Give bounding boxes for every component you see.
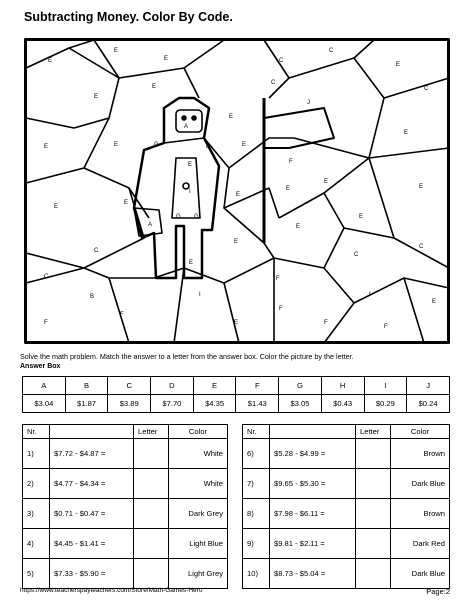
table-header-row (23, 425, 228, 439)
region-letter-f: F (384, 324, 388, 330)
header-letter: Letter (356, 425, 391, 439)
region-letter-e: E (396, 62, 401, 68)
problems-table-left (22, 424, 228, 589)
answer-value: $0.29 (364, 395, 407, 413)
problem-color: White (169, 469, 228, 499)
region-letter-c: C (271, 80, 276, 86)
region-letter-c: C (354, 252, 359, 258)
problem-expression: $4.45 - $1.41 = (50, 529, 134, 559)
region-letter-e: E (404, 130, 409, 136)
letter-answer-cell[interactable] (356, 529, 391, 559)
table-row (243, 559, 450, 589)
table-row (23, 559, 228, 589)
region-letter-c: C (279, 58, 284, 64)
region-letter-e: E (236, 192, 241, 198)
answer-value: $1.87 (65, 395, 108, 413)
letter-answer-cell[interactable] (134, 439, 169, 469)
letter-answer-cell[interactable] (356, 469, 391, 499)
answer-letter: F (236, 377, 279, 395)
answer-value: $7.70 (151, 395, 194, 413)
table-row (243, 499, 450, 529)
table-row (23, 439, 228, 469)
region-letter-g: G (176, 214, 181, 220)
region-letter-e: E (44, 144, 49, 150)
region-letter-e: E (286, 186, 291, 192)
problem-number: 3) (23, 499, 50, 529)
region-letter-e: E (124, 200, 129, 206)
answer-value: $3.04 (23, 395, 66, 413)
region-letter-e: E (324, 179, 329, 185)
problems-table-right (242, 424, 450, 589)
problem-expression: $5.28 - $4.99 = (270, 439, 356, 469)
table-row (23, 499, 228, 529)
letter-answer-cell[interactable] (356, 439, 391, 469)
problem-number: 1) (23, 439, 50, 469)
region-letter-e: E (48, 58, 53, 64)
region-letter-e: E (229, 114, 234, 120)
problem-color: White (169, 439, 228, 469)
answer-value: $3.05 (279, 395, 322, 413)
answer-letter: I (364, 377, 407, 395)
table-header-row (243, 425, 450, 439)
problem-expression: $0.71 - $0.47 = (50, 499, 134, 529)
table-row (23, 469, 228, 499)
region-letter-c: C (419, 244, 424, 250)
header-problem (270, 425, 356, 439)
region-letter-f: F (120, 312, 124, 318)
letter-answer-cell[interactable] (134, 499, 169, 529)
region-letter-h: H (206, 144, 211, 150)
region-letter-e: E (234, 320, 239, 326)
region-letter-e: E (189, 260, 194, 266)
letter-answer-cell[interactable] (134, 529, 169, 559)
region-letter-i: I (189, 189, 191, 195)
region-letter-i: I (199, 292, 201, 298)
region-letter-a: A (148, 222, 153, 228)
region-letter-f: F (44, 320, 48, 326)
region-letter-g: G (154, 142, 159, 148)
region-letter-e: E (114, 48, 119, 54)
problem-expression: $4.77 - $4.34 = (50, 469, 134, 499)
region-letter-e: E (94, 94, 99, 100)
answer-box-table (22, 376, 450, 413)
problem-color: Light Blue (169, 529, 228, 559)
answer-letter: G (279, 377, 322, 395)
region-letter-j: J (307, 100, 310, 106)
problem-color: Light Grey (169, 559, 228, 589)
color-by-code-picture (24, 38, 450, 344)
problem-expression: $8.73 - $5.04 = (270, 559, 356, 589)
answer-letter: H (321, 377, 364, 395)
page-number: Page:2 (426, 587, 450, 596)
region-letter-e: E (432, 299, 437, 305)
problem-number: 8) (243, 499, 270, 529)
problem-expression: $7.33 - $5.90 = (50, 559, 134, 589)
region-letter-e: E (54, 204, 59, 210)
region-letter-e: E (188, 162, 193, 168)
problem-number: 9) (243, 529, 270, 559)
problem-number: 4) (23, 529, 50, 559)
problem-color: Brown (391, 499, 450, 529)
answer-letter: D (151, 377, 194, 395)
answer-value: $3.89 (108, 395, 151, 413)
region-letter-e: E (419, 184, 424, 190)
letter-answer-cell[interactable] (134, 469, 169, 499)
region-letter-c: C (94, 248, 99, 254)
table-row (243, 529, 450, 559)
answer-value: $1.43 (236, 395, 279, 413)
region-letter-c: C (424, 86, 429, 92)
region-letter-f: F (289, 159, 293, 165)
answer-letter: C (108, 377, 151, 395)
answer-box-letters-row (23, 377, 450, 395)
answer-value: $0.24 (407, 395, 450, 413)
region-letter-g: G (194, 214, 199, 220)
problem-expression: $7.72 - $4.87 = (50, 439, 134, 469)
region-letter-e: E (114, 142, 119, 148)
header-nr: Nr. (243, 425, 270, 439)
problem-color: Dark Blue (391, 469, 450, 499)
region-letter-e: E (164, 56, 169, 62)
answer-letter: E (193, 377, 236, 395)
problem-color: Dark Red (391, 529, 450, 559)
answer-value: $0.43 (321, 395, 364, 413)
region-letter-e: E (296, 224, 301, 230)
problem-number: 10) (243, 559, 270, 589)
region-letter-f: F (276, 276, 280, 282)
problem-expression: $9.65 - $5.30 = (270, 469, 356, 499)
answer-letter: B (65, 377, 108, 395)
header-nr: Nr. (23, 425, 50, 439)
footer-url: https://www.teacherspayteachers.com/Store/Math-Games-Hero (20, 587, 203, 594)
answer-letter: J (407, 377, 450, 395)
instructions-text: Solve the math problem. Match the answer to a letter from the answer box. Color the picture by the letter. (20, 352, 354, 361)
letter-answer-cell[interactable] (356, 559, 391, 589)
region-letter-f: F (279, 306, 283, 312)
region-letter-c: C (44, 274, 49, 280)
region-letter-e: E (242, 142, 247, 148)
answer-box-title: Answer Box (20, 363, 61, 370)
problem-expression: $7.98 - $6.11 = (270, 499, 356, 529)
region-letter-c: C (329, 48, 334, 54)
problem-number: 6) (243, 439, 270, 469)
header-color: Color (169, 425, 228, 439)
table-row (243, 469, 450, 499)
region-letter-f: F (324, 320, 328, 326)
region-letter-e: E (152, 84, 157, 90)
problem-number: 5) (23, 559, 50, 589)
answer-value: $4.35 (193, 395, 236, 413)
header-problem (50, 425, 134, 439)
problem-color: Brown (391, 439, 450, 469)
letter-answer-cell[interactable] (134, 559, 169, 589)
answer-letter: A (23, 377, 66, 395)
problem-number: 2) (23, 469, 50, 499)
header-letter: Letter (134, 425, 169, 439)
region-letter-e: E (234, 239, 239, 245)
problem-color: Dark Blue (391, 559, 450, 589)
problem-number: 7) (243, 469, 270, 499)
problem-color: Dark Grey (169, 499, 228, 529)
region-letter-b: B (90, 294, 95, 300)
worksheet-title: Subtracting Money. Color By Code. (24, 10, 233, 24)
region-letter-e: E (359, 214, 364, 220)
header-color: Color (391, 425, 450, 439)
answer-box-values-row (23, 395, 450, 413)
letter-answer-cell[interactable] (356, 499, 391, 529)
problem-expression: $9.81 - $2.11 = (270, 529, 356, 559)
table-row (23, 529, 228, 559)
table-row (243, 439, 450, 469)
region-letter-a: A (184, 124, 189, 130)
region-letter-i: I (369, 292, 371, 298)
